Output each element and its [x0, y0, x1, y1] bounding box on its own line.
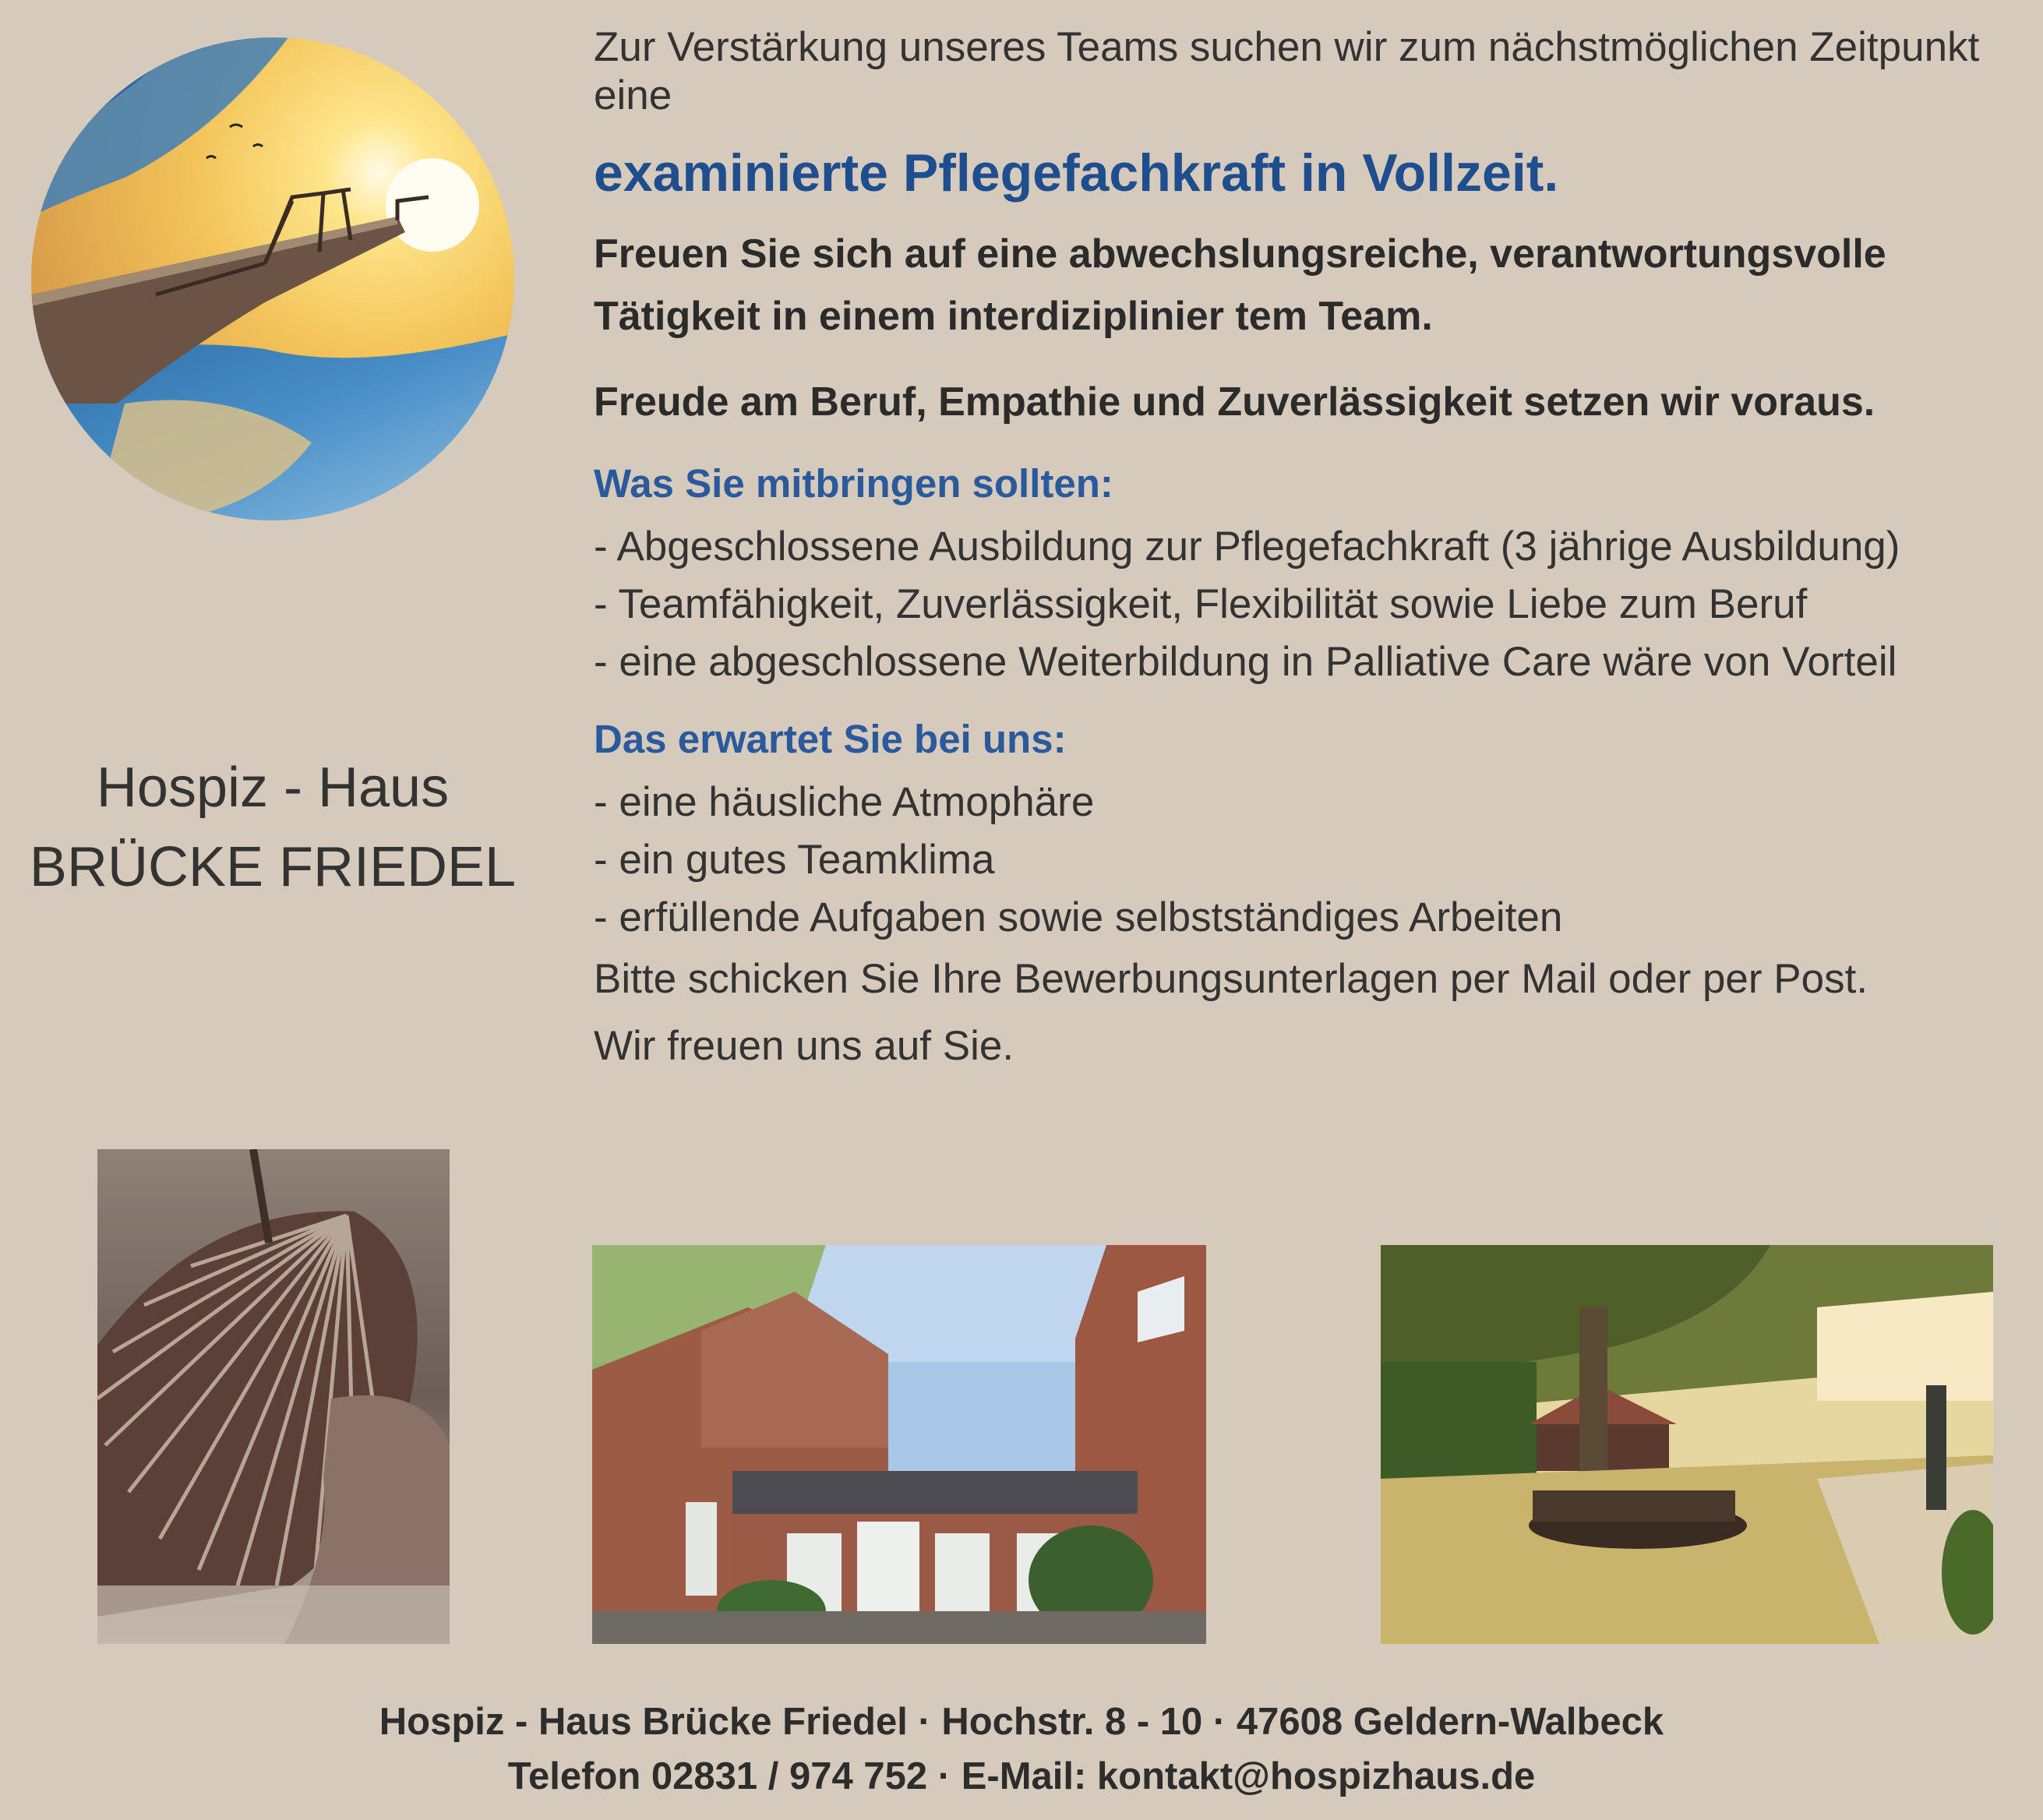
lead-text-2: Freude am Beruf, Empathie und Zuverlässigkeit setzen wir voraus. [594, 379, 1875, 425]
organization-name [0, 748, 545, 907]
garden-photo [1381, 1245, 1993, 1644]
lead-text-1: Freuen Sie sich auf eine abwechslungsreiche, verantwortungsvolle Tätigkeit in einem interdiziplinier tem Team. [594, 231, 1886, 339]
offer-title: Das erwartet Sie bei uns: [594, 717, 1067, 761]
list-item: - Teamfähigkeit, Zuverlässigkeit, Flexibilität sowie Liebe zum Beruf [594, 581, 1808, 627]
closing-text: Wir freuen uns auf Sie. [594, 1023, 1014, 1069]
list-item: - erfüllende Aufgaben sowie selbstständiges Arbeiten [594, 894, 1563, 940]
organization-name-line-1: Hospiz - Haus [96, 757, 450, 819]
footer-phone-email: Telefon 02831 / 974 752 · E-Mail: kontakt@hospizhaus.de [507, 1755, 1536, 1797]
requirements-title: Was Sie mitbringen sollten: [594, 461, 1113, 506]
requirements-list [594, 520, 2012, 689]
footer-address: Hospiz - Haus Brücke Friedel · Hochstr. 8 - 10 · 47608 Geldern-Walbeck [379, 1701, 1664, 1743]
pier-painting-image [31, 37, 514, 520]
job-ad-text [594, 23, 2012, 1072]
list-item: - eine häusliche Atmophäre [594, 779, 1095, 825]
list-item: - Abgeschlossene Ausbildung zur Pflegefachkraft (3 jährige Ausbildung) [594, 524, 1900, 570]
intro-text: Zur Verstärkung unseres Teams suchen wir zum nächstmöglichen Zeitpunkt eine [594, 24, 1980, 118]
list-item: - ein gutes Teamklima [594, 837, 995, 883]
hospice-house-photo [592, 1245, 1206, 1644]
footer-contact [0, 1695, 2043, 1804]
offer-list [594, 776, 2012, 944]
scallop-shell-photo [97, 1149, 450, 1644]
application-instructions: Bitte schicken Sie Ihre Bewerbungsunterlagen per Mail oder per Post. [594, 956, 1868, 1002]
organization-name-line-2: BRÜCKE FRIEDEL [29, 836, 517, 898]
list-item: - eine abgeschlossene Weiterbildung in Palliative Care wäre von Vorteil [594, 639, 1897, 685]
job-title: examinierte Pflegefachkraft in Vollzeit. [594, 143, 1559, 203]
